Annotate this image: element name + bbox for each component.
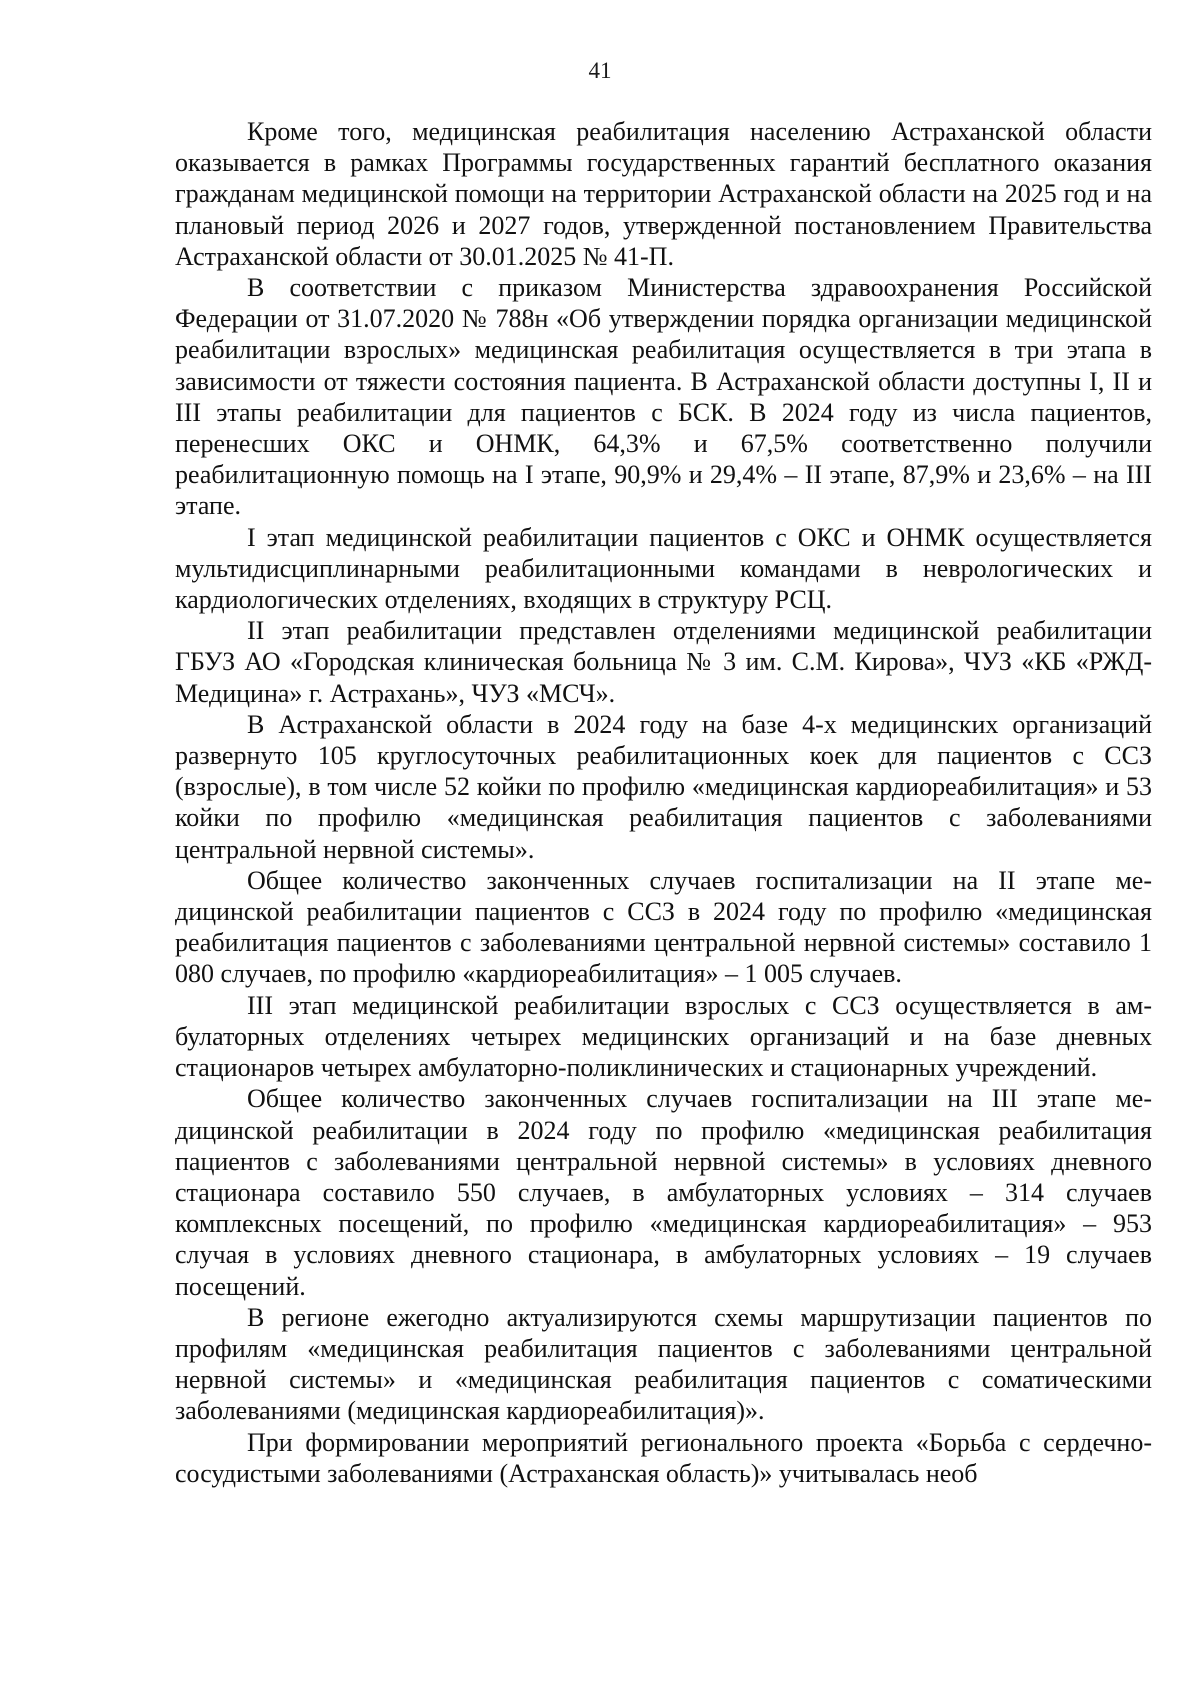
paragraph-routing-schemes: В регионе ежегодно актуализируются схемы маршрутизации пациентов по профилям «медицинская реабилитация пациентов с заболеваниями центральной нервной системы» и «медицинская реабилитация пациентов с соматическими заболеваниями (медицинская кардиореабилитация)». [175,1302,1152,1426]
paragraph-bed-capacity: В Астраханской области в 2024 году на базе 4-х медицинских организаций развернуто 105 круглосуточных реабилитационных коек для пациентов с ССЗ (взрослые), в том числе 52 койки по профилю «медицинская кардиореабилитация» и 53 койки по профилю «медицинская реабилитация пациентов с заболеваниями центральной нервной системы». [175,709,1152,864]
paragraph-stage-three: III этап медицинской реабилитации взрослых с ССЗ осуществляется в амбулаторных отделениях четырех медицинских организаций и на базе дневных стационаров четырех амбулаторно-поликлинических и стационарных учреждений. [175,990,1152,1083]
paragraph-ministry-order: В соответствии с приказом Министерства здравоохранения Российской Федерации от 31.07.2020 № 788н «Об утверждении порядка организации медицинской реабилитации взрослых» медицинская реабилитация осуществляется в три этапа в зависимости от тяжести состояния пациента. В Астраханской области доступны I, II и III этапы реабилитации для пациентов с БСК. В 2024 году из числа пациентов, перенесших ОКС и ОНМК, 64,3% и 67,5% соответственно получили реабилитационную помощь на I этапе, 90,9% и 29,4% – II этапе, 87,9% и 23,6% – на III этапе. [175,273,1152,521]
page-number: 41 [588,58,612,83]
paragraph-stage-two: II этап реабилитации представлен отделениями медицинской реабилитации ГБУЗ АО «Городская клиническая больница № 3 им. С.М. Кирова», ЧУЗ «КБ «РЖД-Медицина» г. Астрахань», ЧУЗ «МСЧ». [175,616,1152,708]
paragraph-regional-project: При формировании мероприятий регионального проекта «Борьба с сердечно-сосудистыми заболеваниями (Астраханская область)» учитывалась необ [175,1427,1152,1488]
paragraph-stage-one: I этап медицинской реабилитации пациентов с ОКС и ОНМК осуществляется мультидисциплинарными реабилитационными командами в неврологических и кардиологических отделениях, входящих в структуру РСЦ. [175,522,1152,615]
paragraph-stage-three-cases: Общее количество законченных случаев госпитализации на III этапе медицинской реабилитации в 2024 году по профилю «медицинская реабилитация пациентов с заболеваниями центральной нервной системы» в условиях дневного стационара составило 550 случаев, в амбулаторных условиях – 314 случаев комплексных посещений, по профилю «медицинская кардиореабилитация» – 953 случая в условиях дневного стационара, в амбулаторных условиях – 19 случаев посещений. [175,1084,1152,1301]
paragraph-stage-two-cases: Общее количество законченных случаев госпитализации на II этапе медицинской реабилитации пациентов с ССЗ в 2024 году по профилю «медицинская реабилитация пациентов с заболеваниями центральной нервной системы» составило 1 080 случаев, по профилю «кардиореабилитация» – 1 005 случаев. [175,865,1152,989]
paragraph-rehab-program: Кроме того, медицинская реабилитация населению Астраханской области оказывается в рамках Программы государственных гарантий бесплатного оказания гражданам медицинской помощи на территории Астраханской области на 2025 год и на плановый период 2026 и 2027 годов, утвержденной постановлением Правительства Астраханской области от 30.01.2025 № 41-П. [175,117,1152,271]
document-body [175,116,1152,1489]
